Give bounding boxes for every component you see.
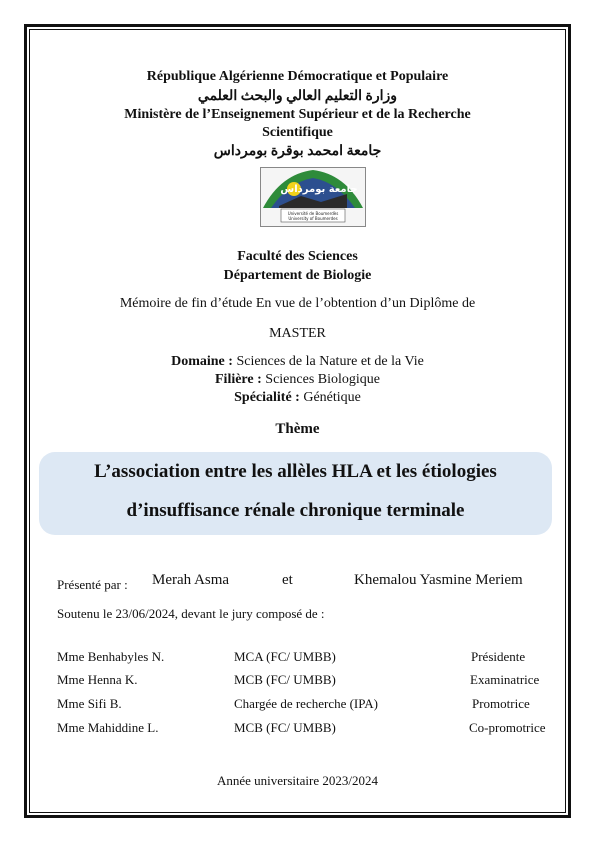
ministry-arabic: وزارة التعليم العالي والبحث العلمي [197, 89, 398, 104]
university-logo [260, 167, 366, 227]
academic-year: Année universitaire 2023/2024 [216, 773, 378, 788]
domaine-value: Sciences de la Nature et de la Vie [232, 354, 424, 369]
theme-title-line1: L’association entre les allèles HLA et les étiologies [94, 461, 497, 482]
theme-title-line2: d’insuffisance rénale chronique terminale [126, 500, 465, 521]
logo-text-line1: Université de Boumerdès [287, 211, 339, 216]
author-1: Merah Asma [152, 572, 230, 588]
domaine-label: Domaine : [171, 354, 233, 369]
jury-role: Examinatrice [470, 672, 540, 687]
jury-role: Promotrice [472, 696, 530, 711]
theme-label: Thème [275, 421, 320, 437]
specialite-line [0, 390, 595, 406]
filiere-label: Filière : [215, 372, 262, 387]
ministry-french-line1: Ministère de l’Enseignement Supérieur et de la Recherche [124, 107, 471, 122]
domaine-line [0, 354, 595, 370]
specialite-label: Spécialité : [234, 390, 300, 405]
university-logo-icon [261, 168, 365, 226]
jury-name: Mme Sifi B. [57, 696, 122, 711]
logo-text-line2: University of Boumerdes [288, 216, 338, 221]
author-2: Khemalou Yasmine Meriem [354, 572, 523, 588]
jury-name: Mme Benhabyles N. [57, 649, 165, 664]
defense-statement: Soutenu le 23/06/2024, devant le jury composé de : [57, 606, 325, 621]
memoire-statement: Mémoire de fin d’étude En vue de l’obtention d’un Diplôme de [119, 296, 476, 311]
jury-role: Présidente [471, 649, 526, 664]
jury-grade: MCB (FC/ UMBB) [234, 672, 336, 687]
author-conjunction: et [282, 572, 293, 588]
specialite-value: Génétique [299, 390, 361, 405]
jury-role: Co-promotrice [469, 720, 546, 735]
university-arabic: جامعة امحمد بوقرة بومرداس [213, 144, 382, 159]
presented-by-label: Présenté par : [57, 577, 128, 592]
filiere-value: Sciences Biologique [261, 372, 380, 387]
republic-title: République Algérienne Démocratique et Populaire [146, 69, 449, 84]
department-name: Département de Biologie [223, 268, 372, 283]
jury-name: Mme Henna K. [57, 672, 138, 687]
ministry-french-line2: Scientifique [262, 125, 333, 140]
filiere-line [0, 372, 595, 388]
degree-name: MASTER [269, 326, 326, 341]
jury-grade: MCB (FC/ UMBB) [234, 720, 336, 735]
jury-name: Mme Mahiddine L. [57, 720, 159, 735]
jury-grade: Chargée de recherche (IPA) [234, 696, 379, 711]
jury-grade: MCA (FC/ UMBB) [234, 649, 336, 664]
faculty-name: Faculté des Sciences [237, 249, 358, 264]
logo-arabic-text: جامعة بومرداس [280, 184, 358, 195]
